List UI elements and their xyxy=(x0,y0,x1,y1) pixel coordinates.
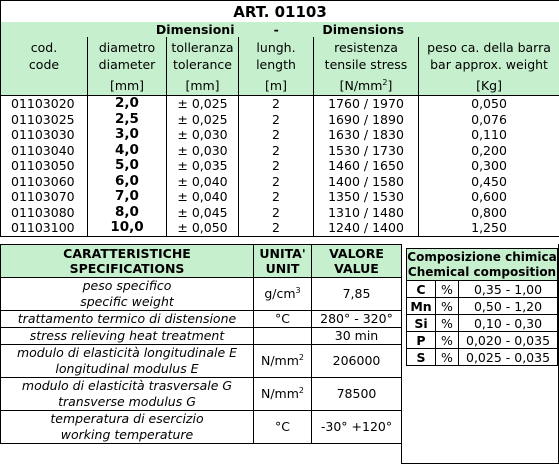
dimensions-header xyxy=(1,22,559,37)
table-row: 01103080 8,0 ± 0,045 2 1310 / 1480 0,800 xyxy=(1,205,559,221)
unit-diameter: [mm] xyxy=(88,75,167,96)
specifications-table xyxy=(0,244,402,444)
chem-row: Si % 0,10 - 0,30 xyxy=(407,315,558,332)
column-header-weight: peso ca. della barra bar approx. weight xyxy=(419,37,559,75)
table-row: 01103070 7,0 ± 0,040 2 1350 / 1530 0,600 xyxy=(1,189,559,205)
dimensions-label-en: Dimensions xyxy=(322,22,405,37)
table-row: 01103020 2,0 ± 0,025 2 1760 / 1970 0,050 xyxy=(1,96,559,112)
chemical-composition-header: Composizione chimica Chemical composition xyxy=(407,249,557,279)
spec-row-heat-treatment: trattamento termico di distensione °C 280° - 320° xyxy=(1,311,402,328)
spec-row-heat-treatment-en: stress relieving heat treatment 30 min xyxy=(1,328,402,345)
column-header-diameter: diametro diameter xyxy=(88,37,167,75)
chem-row: C % 0,35 - 1,00 xyxy=(407,281,558,298)
chem-row: P % 0,020 - 0,035 xyxy=(407,332,558,349)
column-header-code: cod. code xyxy=(1,37,88,75)
spec-row-transverse-modulus: modulo di elasticità trasversale G transverse modulus G $N/mm^2$ 78500 xyxy=(1,378,402,411)
unit-tensile: $[N/mm^2]$ xyxy=(314,75,419,96)
spec-row-working-temperature: temperatura di esercizio working temperature °C -30° +120° xyxy=(1,411,402,444)
table-row: 01103025 2,5 ± 0,025 2 1690 / 1890 0,076 xyxy=(1,112,559,128)
unit-length: [m] xyxy=(239,75,314,96)
chem-row: S % 0,025 - 0,035 xyxy=(407,349,558,366)
unit-tolerance: [mm] xyxy=(167,75,239,96)
unit-code xyxy=(1,75,88,96)
specs-header-characteristics: CARATTERISTICHE SPECIFICATIONS xyxy=(1,245,254,278)
specs-header-value: VALORE VALUE xyxy=(312,245,402,278)
chemical-composition-table xyxy=(406,248,558,366)
unit-weight: [Kg] xyxy=(419,75,559,96)
spec-row-specific-weight: peso specifico specific weight $g/cm^3$ 7,85 xyxy=(1,278,402,311)
specs-header-unit: UNITA' UNIT xyxy=(254,245,312,278)
table-row: 01103050 5,0 ± 0,035 2 1460 / 1650 0,300 xyxy=(1,158,559,174)
table-row: 01103040 4,0 ± 0,030 2 1530 / 1730 0,200 xyxy=(1,143,559,159)
table-row: 01103060 6,0 ± 0,040 2 1400 / 1580 0,450 xyxy=(1,174,559,190)
dimensions-label-it: Dimensioni xyxy=(155,22,235,37)
column-header-length: lungh. length xyxy=(239,37,314,75)
table-row: 01103100 10,0 ± 0,050 2 1240 / 1400 1,250 xyxy=(1,220,559,236)
column-header-tensile: resistenza tensile stress xyxy=(314,37,419,75)
chem-row: Mn % 0,50 - 1,20 xyxy=(407,298,558,315)
spec-row-longitudinal-modulus: modulo di elasticità longitudinale E longitudinal modulus E $N/mm^2$ 206000 xyxy=(1,345,402,378)
article-title: ART. 01103 xyxy=(1,1,559,23)
table-row: 01103030 3,0 ± 0,030 2 1630 / 1830 0,110 xyxy=(1,127,559,143)
dimensions-separator: - xyxy=(273,22,279,37)
column-header-tolerance: tolleranza tolerance xyxy=(167,37,239,75)
